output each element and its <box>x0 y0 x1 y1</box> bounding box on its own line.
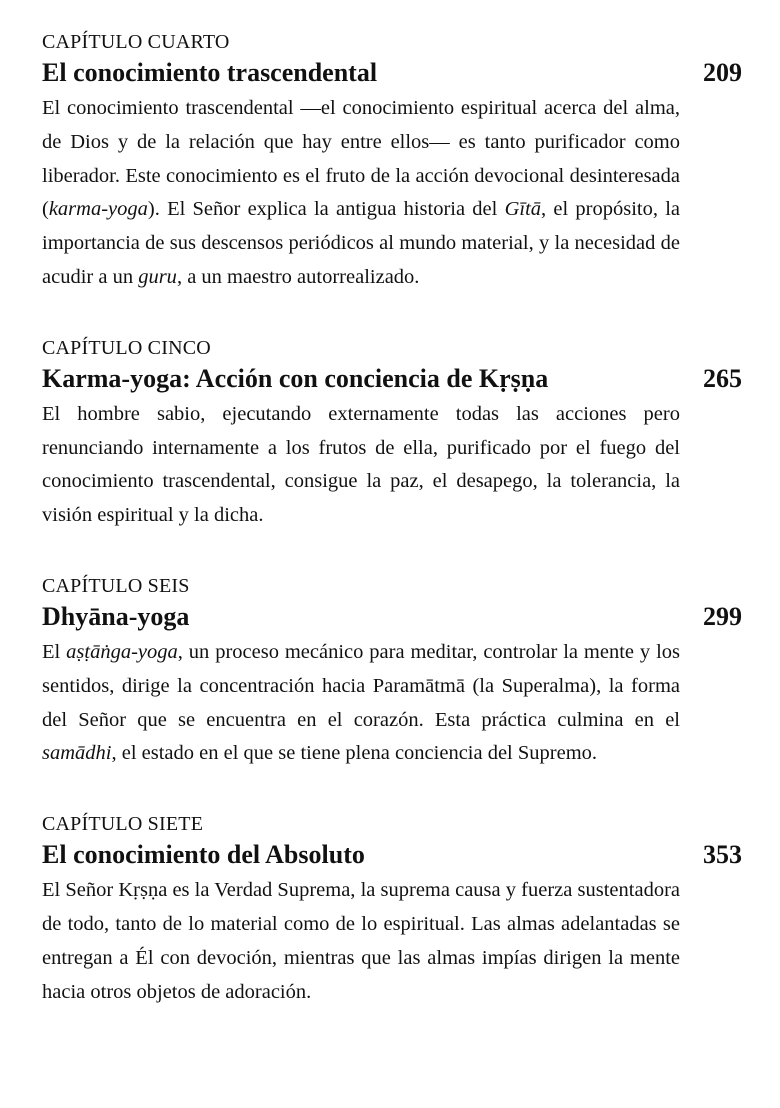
chapter-title: El conocimiento del Absoluto <box>42 840 365 870</box>
chapter-label: CAPÍTULO CUARTO <box>42 31 230 53</box>
summary-text: , el propósito, la importancia de sus descensos periódicos al mundo material, y la necesidad de acudir a un <box>42 198 680 288</box>
chapter-summary <box>42 636 680 771</box>
summary-text: , un proceso mecánico para meditar, controlar la mente y los sentidos, dirige la concentración hacia Paramātmā (la Superalma), la forma del Señor que se encuentra en el corazón. Esta práctica culmina en el <box>42 640 681 731</box>
summary-term: samādhi <box>42 742 112 765</box>
chapter-entry-6 <box>42 572 742 771</box>
chapter-heading-row <box>42 601 742 633</box>
summary-text: El <box>42 640 67 663</box>
chapter-title: Dhyāna-yoga <box>42 601 190 631</box>
chapter-entry-4 <box>42 28 742 295</box>
table-of-contents <box>42 28 742 1009</box>
chapter-entry-7 <box>42 810 742 1009</box>
chapter-label: CAPÍTULO SEIS <box>42 574 190 597</box>
chapter-label: CAPÍTULO SIETE <box>42 813 204 836</box>
chapter-page-number: 299 <box>703 601 742 631</box>
summary-text: El hombre sabio, ejecutando externamente todas las acciones pero renunciando internamente a los frutos de ella, purificado por el fuego del conocimiento trascendental, consigue la paz, el desapego, la tolerancia, la visión espiritual y la dicha. <box>42 402 680 527</box>
summary-text: , a un maestro autorrealizado. <box>176 265 420 288</box>
chapter-summary <box>42 874 680 1009</box>
summary-text: , el estado en el que se tiene plena conciencia del Supremo. <box>111 742 598 765</box>
summary-text: ). El Señor explica la antigua historia del <box>147 198 505 221</box>
chapter-page-number: 209 <box>703 58 742 87</box>
chapter-page-number: 353 <box>703 840 742 870</box>
chapter-title: Karma-yoga: Acción con conciencia de Kṛṣṇa <box>42 363 549 393</box>
chapter-heading-row <box>42 839 742 871</box>
summary-term: guru <box>138 265 177 288</box>
summary-term: karma-yoga <box>48 198 148 221</box>
chapter-heading-row <box>42 57 742 89</box>
chapter-summary <box>42 398 680 533</box>
chapter-entry-5 <box>42 334 742 533</box>
summary-term: Gītā <box>504 198 542 221</box>
summary-text: El Señor Kṛṣṇa es la Verdad Suprema, la suprema causa y fuerza sustentadora de todo, tanto de lo material como de lo espiritual. Las almas adelantadas se entregan a Él con devoción, mientras que las almas impías dirigen la mente hacia otros objetos de adoración. <box>42 879 680 1003</box>
chapter-title: El conocimiento trascendental <box>42 58 378 87</box>
chapter-heading-row <box>42 363 742 395</box>
summary-term: aṣṭāṅga-yoga <box>66 640 178 663</box>
chapter-label: CAPÍTULO CINCO <box>42 336 211 359</box>
summary-text: El conocimiento trascendental —el conocimiento espiritual acerca del alma, de Dios y de la relación que hay entre ellos— es tanto purificador como liberador. Este conocimiento es el fruto de la acción devocional desinteresada ( <box>42 97 680 221</box>
chapter-summary <box>42 92 680 295</box>
chapter-page-number: 265 <box>703 363 742 393</box>
